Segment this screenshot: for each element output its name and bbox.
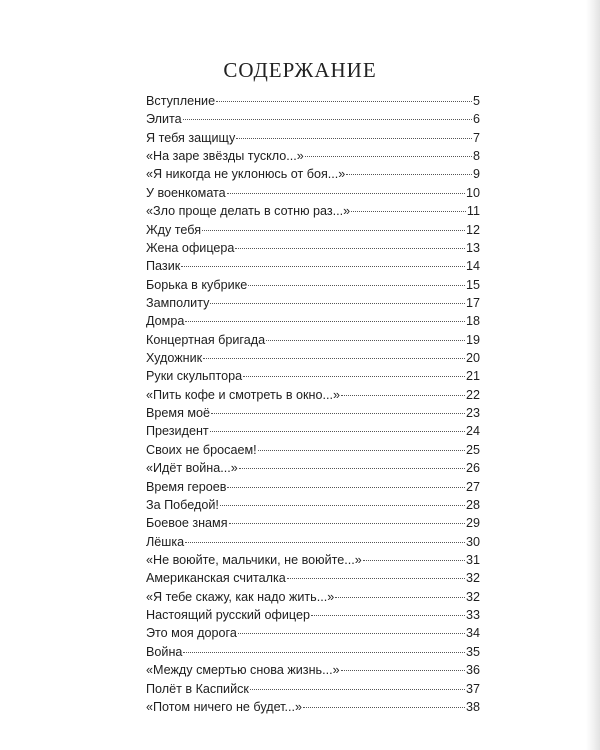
toc-entry-title: Борька в кубрике [146, 277, 248, 292]
toc-entry [146, 680, 480, 698]
toc-entry [146, 129, 480, 147]
toc-entry [146, 643, 480, 661]
toc-entry-page-number: 18 [465, 314, 480, 329]
toc-entry [146, 422, 480, 440]
toc-entry [146, 441, 480, 459]
dot-leader [227, 487, 465, 488]
dot-leader [238, 633, 465, 634]
toc-entry-title: Американская считалка [146, 571, 286, 586]
toc-entry-page-number: 38 [465, 699, 480, 714]
toc-entry [146, 661, 480, 679]
toc-entry-title: Настоящий русский офицер [146, 608, 310, 623]
toc-entry-page-number: 10 [465, 185, 480, 200]
toc-entry [146, 588, 480, 606]
toc-entry [146, 184, 480, 202]
toc-entry-page-number: 31 [465, 552, 480, 567]
toc-entry-title: Время моё [146, 406, 211, 421]
toc-entry-title: «Зло проще делать в сотню раз...» [146, 204, 351, 219]
dot-leader [346, 174, 472, 175]
toc-entry-page-number: 21 [465, 369, 480, 384]
toc-entry-title: Лёшка [146, 534, 185, 549]
toc-entry [146, 349, 480, 367]
toc-entry-title: За Победой! [146, 497, 219, 512]
dot-leader [311, 615, 465, 616]
toc-entry-title: «Не воюйте, мальчики, не воюйте...» [146, 552, 362, 567]
dot-leader [203, 358, 465, 359]
dot-leader [363, 560, 465, 561]
toc-entry-title: Домра [146, 314, 185, 329]
toc-entry-page-number: 34 [465, 626, 480, 641]
toc-entry [146, 624, 480, 642]
toc-entry [146, 496, 480, 514]
toc-entry-title: «Потом ничего не будет...» [146, 699, 303, 714]
dot-leader [250, 689, 465, 690]
dot-leader [305, 156, 472, 157]
toc-entry-title: Я тебя защищу [146, 130, 236, 145]
toc-entry-page-number: 37 [465, 681, 480, 696]
dot-leader [303, 707, 465, 708]
toc-entry-title: «Между смертью снова жизнь...» [146, 663, 340, 678]
toc-entry-title: «Я тебе скажу, как надо жить...» [146, 589, 335, 604]
dot-leader [235, 248, 465, 249]
dot-leader [229, 523, 465, 524]
toc-entry-title: «Идёт война...» [146, 461, 238, 476]
toc-entry-title: Президент [146, 424, 209, 439]
toc-entry [146, 312, 480, 330]
toc-entry-title: Художник [146, 351, 203, 366]
toc-entry-page-number: 23 [465, 406, 480, 421]
dot-leader [341, 670, 465, 671]
toc-entry-page-number: 14 [465, 259, 480, 274]
toc-entry-title: Своих не бросаем! [146, 442, 257, 457]
toc-entry-title: Время героев [146, 479, 227, 494]
toc-entry-page-number: 28 [465, 497, 480, 512]
dot-leader [185, 542, 465, 543]
toc-entry-page-number: 35 [465, 644, 480, 659]
toc-entry-title: Жду тебя [146, 222, 202, 237]
toc-entry-page-number: 32 [465, 571, 480, 586]
toc-entry-page-number: 24 [465, 424, 480, 439]
toc-entry [146, 551, 480, 569]
dot-leader [181, 266, 465, 267]
toc-entry-page-number: 33 [465, 608, 480, 623]
toc-entry-title: Это моя дорога [146, 626, 237, 641]
toc-entry-title: Полёт в Каспийск [146, 681, 249, 696]
toc-entry [146, 110, 480, 128]
dot-leader [210, 303, 465, 304]
toc-entry [146, 221, 480, 239]
toc-entry [146, 92, 480, 110]
toc-entry [146, 331, 480, 349]
toc-entry [146, 459, 480, 477]
toc-entry-title: Война [146, 644, 183, 659]
contents-heading: СОДЕРЖАНИЕ [223, 58, 377, 82]
toc-entry-page-number: 12 [465, 222, 480, 237]
toc-entry-title: Боевое знамя [146, 516, 228, 531]
dot-leader [335, 597, 465, 598]
toc-entry [146, 606, 480, 624]
toc-entry-title: Элита [146, 112, 182, 127]
toc-entry-title: Замполиту [146, 295, 210, 310]
toc-entry [146, 569, 480, 587]
toc-entry-page-number: 11 [466, 204, 480, 219]
toc-entry-page-number: 20 [465, 351, 480, 366]
dot-leader [183, 652, 465, 653]
toc-entry-page-number: 30 [465, 534, 480, 549]
toc-entry [146, 294, 480, 312]
toc-entry-title: «Я никогда не уклонюсь от боя...» [146, 167, 346, 182]
toc-entry-title: Руки скульптора [146, 369, 243, 384]
dot-leader [202, 230, 465, 231]
toc-entry-page-number: 25 [465, 442, 480, 457]
page-edge-shadow [586, 0, 600, 750]
dot-leader [243, 376, 465, 377]
toc-entry-page-number: 15 [465, 277, 480, 292]
toc-entry-page-number: 7 [472, 130, 480, 145]
toc-entry-title: «Пить кофе и смотреть в окно...» [146, 387, 341, 402]
toc-entry-page-number: 27 [465, 479, 480, 494]
dot-leader [216, 101, 472, 102]
toc-entry [146, 386, 480, 404]
toc-entry [146, 202, 480, 220]
dot-leader [351, 211, 466, 212]
toc-entry [146, 514, 480, 532]
toc-entry-title: «На заре звёзды тускло...» [146, 149, 304, 164]
toc-entry-page-number: 22 [465, 387, 480, 402]
toc-entry-page-number: 32 [465, 589, 480, 604]
toc-entry [146, 147, 480, 165]
toc-entry-page-number: 5 [472, 94, 480, 108]
dot-leader [341, 395, 465, 396]
dot-leader [287, 578, 465, 579]
toc-entry-page-number: 17 [465, 295, 480, 310]
toc-entry-title: У военкомата [146, 185, 226, 200]
dot-leader [220, 505, 465, 506]
toc-entry [146, 533, 480, 551]
toc-entry [146, 478, 480, 496]
dot-leader [185, 321, 465, 322]
toc-entry-title: Вступление [146, 94, 216, 108]
toc-entry-page-number: 9 [472, 167, 480, 182]
toc-entry-page-number: 26 [465, 461, 480, 476]
dot-leader [236, 138, 472, 139]
toc-entry-title: Пазик [146, 259, 181, 274]
toc-entry-page-number: 6 [472, 112, 480, 127]
toc-entry-page-number: 36 [465, 663, 480, 678]
dot-leader [248, 285, 465, 286]
dot-leader [266, 340, 465, 341]
toc-entry-title: Жена офицера [146, 240, 235, 255]
dot-leader [210, 431, 465, 432]
dot-leader [227, 193, 465, 194]
toc-entry-page-number: 19 [465, 332, 480, 347]
toc-entry-page-number: 29 [465, 516, 480, 531]
toc-entry [146, 367, 480, 385]
toc-entry-page-number: 8 [472, 149, 480, 164]
toc-entry-page-number: 13 [465, 240, 480, 255]
dot-leader [183, 119, 472, 120]
toc-entry [146, 276, 480, 294]
toc-entry [146, 404, 480, 422]
toc-entry [146, 257, 480, 275]
dot-leader [258, 450, 465, 451]
toc-entry-title: Концертная бригада [146, 332, 266, 347]
toc-entry [146, 239, 480, 257]
dot-leader [211, 413, 465, 414]
dot-leader [239, 468, 465, 469]
table-of-contents [146, 92, 480, 716]
toc-entry [146, 698, 480, 716]
toc-entry [146, 165, 480, 183]
